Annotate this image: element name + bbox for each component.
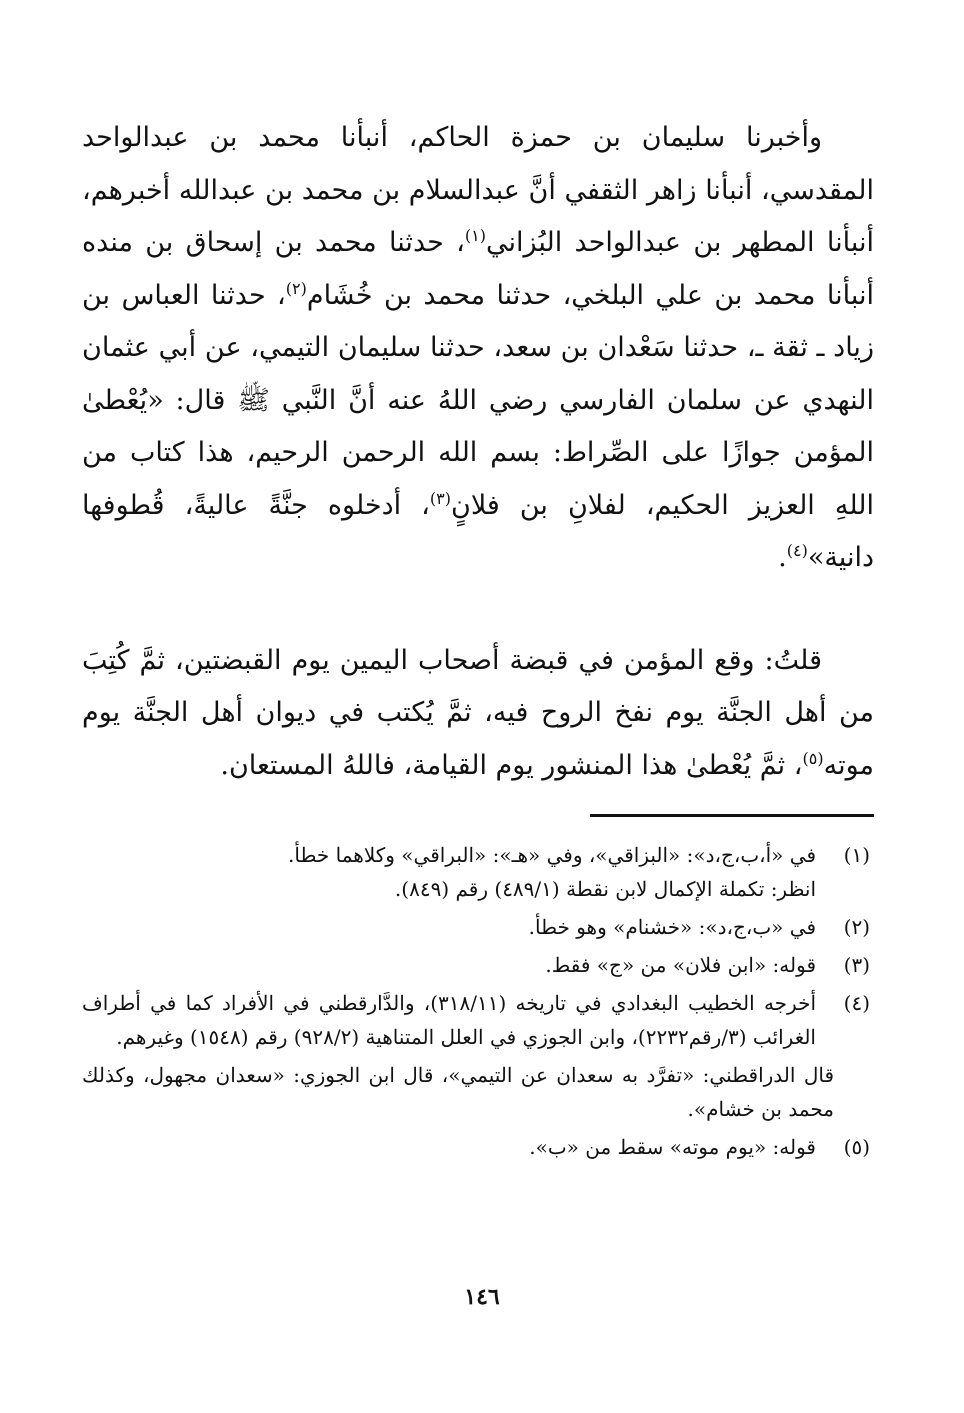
footnote-text: انظر: تكملة الإكمال لابن نقطة (٤٨٩/١) رقم (٨٤٩).: [394, 877, 816, 901]
main-text: [82, 112, 874, 792]
footnote-text: قوله: «ابن فلان» من «ج» فقط.: [545, 953, 816, 977]
footnote-text: قوله: «يوم موته» سقط من «ب».: [529, 1135, 816, 1159]
hadith-text-part-4: ، أدخلوه جنَّةً عاليةً، قُطوفها دانية»: [82, 489, 874, 573]
footnote-number: (٥): [843, 1135, 870, 1159]
footnote-number: (١): [843, 843, 870, 867]
footnote-2: [82, 910, 874, 944]
commentary-text-part-1: قلتُ: وقع المؤمن في قبضة أصحاب اليمين يوم القبضتين، ثمَّ كُتِبَ من أهل الجنَّة يوم نفخ الروح فيه، ثمَّ يُكتب في ديوان أهل الجنَّة يوم موته: [82, 644, 874, 781]
hadith-text-part-2: ، حدثنا محمد بن إسحاق بن منده أنبأنا محمد بن علي البلخي، حدثنا محمد بن خُشَام: [82, 227, 874, 311]
footnote-text: في «أ،ب،ج،د»: «البزاقي»، وفي «هـ»: «البراقي» وكلاهما خطأ.: [288, 843, 816, 867]
page-number: ١٤٦: [464, 1284, 500, 1310]
footnote-1: [82, 838, 874, 906]
footnote-body: [82, 838, 816, 906]
footnote-ref-4[interactable]: (٤): [786, 541, 808, 560]
paragraph-hadith: [82, 112, 874, 585]
footnote-5: [82, 1130, 874, 1164]
hadith-text-part-3: ، حدثنا العباس بن زياد ـ ثقة ـ، حدثنا سَعْدان بن سعد، حدثنا سليمان التيمي، عن أبي عثمان النهدي عن سلمان الفارسي رضي اللهُ عنه أنَّ النَّبي ﷺ قال: «يُعْطىٰ المؤمن جوازًا على الصِّراط: بسم الله الرحمن الرحيم، هذا كتاب من اللهِ العزيز الحكيم، لفلانِ بن فلانٍ: [82, 279, 874, 521]
footnote-3: [82, 948, 874, 982]
hadith-text-part-1: وأخبرنا سليمان بن حمزة الحاكم، أنبأنا محمد بن عبدالواحد المقدسي، أنبأنا زاهر الثقفي أنَّ عبدالسلام بن محمد بن عبدالله أخبرهم، أنبأنا المطهر بن عبدالواحد البُزاني: [82, 122, 874, 258]
footnote-text: في «ب،ج،د»: «خشنام» وهو خطأ.: [528, 915, 816, 939]
footnote-number: (٣): [843, 953, 870, 977]
paragraph-commentary: [82, 635, 874, 793]
footnote-ref-3[interactable]: (٣): [429, 488, 451, 508]
footnote-separator: [590, 814, 874, 817]
footnote-ref-2[interactable]: (٢): [285, 278, 307, 298]
footnote-number: (٤): [843, 991, 870, 1015]
footnotes: [82, 838, 874, 1168]
commentary-text-part-2: ، ثمَّ يُعْطىٰ هذا المنشور يوم القيامة، فاللهُ المستعان.: [220, 749, 803, 781]
footnote-ref-1[interactable]: (١): [464, 226, 486, 245]
footnote-ref-5[interactable]: (٥): [802, 748, 824, 768]
footnote-4-continuation: قال الدراقطني: «تفرَّد به سعدان عن التيمي»، قال ابن الجوزي: «سعدان مجهول، وكذلك محمد بن خشام».: [82, 1063, 834, 1121]
footnote-text: أخرجه الخطيب البغدادي في تاريخه (٣١٨/١١)، والدَّارقطني في الأفراد كما في أطراف الغرائب (٣/رقم٢٢٣٢)، وابن الجوزي في العلل المتناهية (٩٢٨/٢) رقم (١٥٤٨) وغيرهم.: [82, 991, 817, 1049]
hadith-text-part-5: .: [778, 542, 787, 573]
footnote-4: [82, 986, 874, 1054]
footnote-number: (٢): [843, 915, 870, 939]
